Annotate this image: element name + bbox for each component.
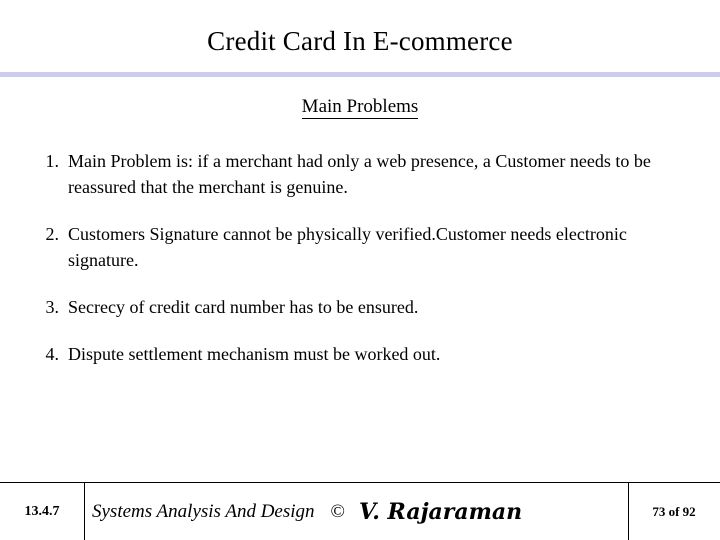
footer-section-number: 13.4.7: [24, 503, 60, 519]
list-item-text: Dispute settlement mechanism must be worked out.: [68, 344, 441, 364]
list-item-text: Secrecy of credit card number has to be ensured.: [68, 297, 419, 317]
page-title: Credit Card In E-commerce: [207, 26, 513, 56]
list-item-number: 2.: [45, 224, 59, 244]
footer-center: [84, 483, 628, 540]
footer-course-title: Systems Analysis And Design: [92, 500, 315, 522]
footer-author: V. Rajaraman: [358, 498, 523, 525]
slide-footer: [0, 482, 720, 540]
footer-inner: [0, 483, 720, 540]
subheading-text: Main Problems: [301, 96, 419, 117]
problem-list: [36, 148, 686, 388]
footer-page-number: 73 of 92: [652, 503, 696, 519]
title-divider: [0, 72, 720, 77]
subheading: [0, 96, 720, 118]
list-item: [36, 148, 686, 200]
list-item-text: Main Problem is: if a merchant had only a web presence, a Customer needs to be reassured that the merchant is genuine.: [68, 151, 651, 197]
list-item-text: Customers Signature cannot be physically verified.Customer needs electronic signature.: [68, 224, 627, 270]
list-item: [36, 221, 686, 273]
list-item-number: 1.: [45, 151, 59, 171]
list-item: [36, 341, 686, 367]
list-item: [36, 294, 686, 320]
copyright-icon: ©: [330, 500, 345, 522]
list-item-number: 3.: [45, 297, 59, 317]
list-item-number: 4.: [45, 344, 59, 364]
